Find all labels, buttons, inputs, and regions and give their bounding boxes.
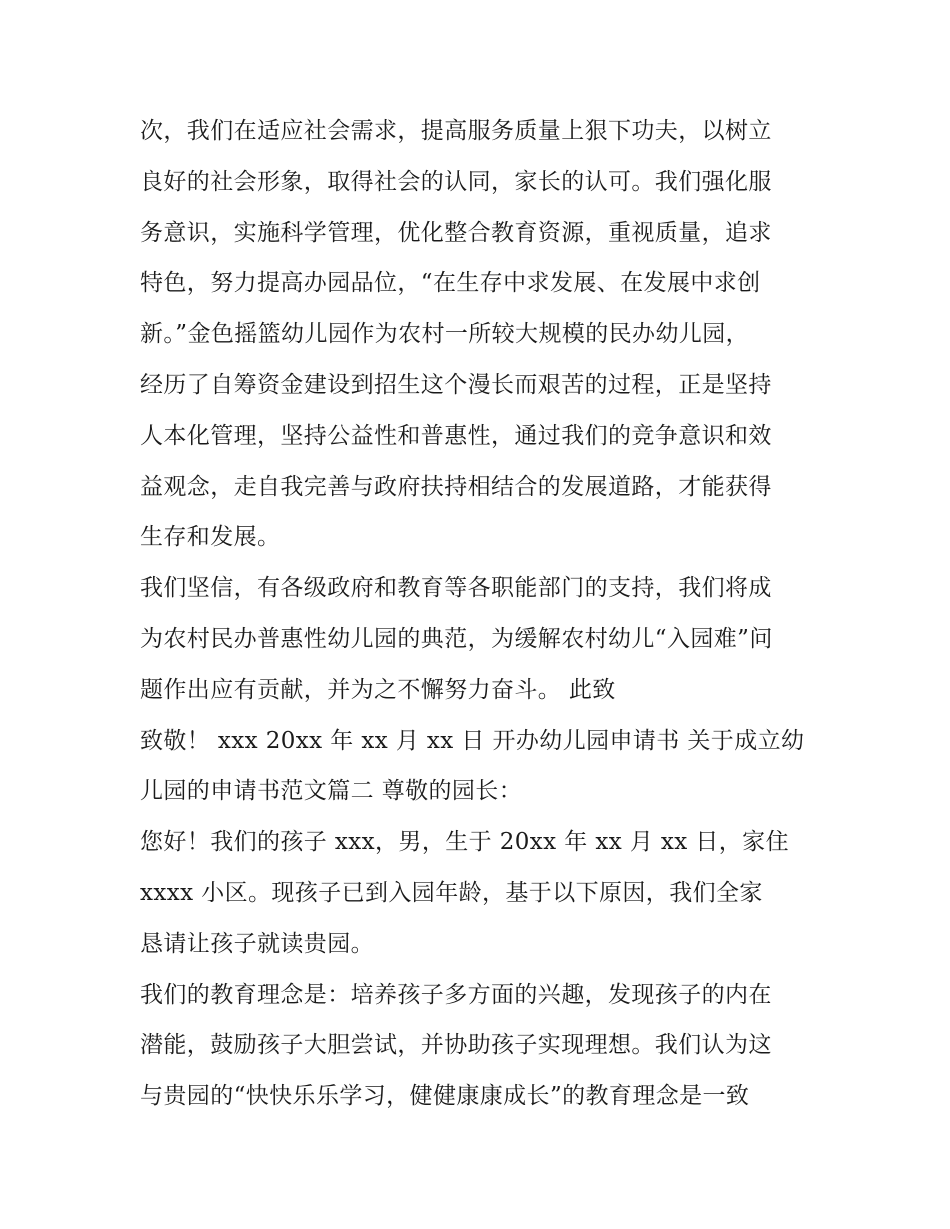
text-line: 题作出应有贡献，并为之不懈努力奋斗。 此致 (140, 676, 616, 703)
text-line: 恳请让孩子就读贵园。 (140, 930, 374, 957)
text-line: 致敬！ xxx 20xx 年 xx 月 xx 日 开办幼儿园申请书 关于成立幼 (140, 727, 805, 754)
text-line: 我们坚信，有各级政府和教育等各职能部门的支持，我们将成 (140, 575, 772, 602)
text-line: 儿园的申请书范文篇二 尊敬的园长： (140, 778, 523, 805)
text-line: 与贵园的“快快乐乐学习，健健康康成长”的教育理念是一致 (140, 1083, 750, 1110)
text-line: 为农村民办普惠性幼儿园的典范，为缓解农村幼儿“入园难”问 (140, 625, 773, 652)
text-line: 务意识，实施科学管理，优化整合教育资源，重视质量，追求 (140, 219, 772, 246)
text-line: 次，我们在适应社会需求，提高服务质量上狠下功夫，以树立 (140, 118, 772, 144)
text-line: 我们的教育理念是：培养孩子多方面的兴趣，发现孩子的内在 (140, 981, 772, 1008)
text-line: 生存和发展。 (140, 524, 281, 551)
text-line: xxxx 小区。现孩子已到入园年龄，基于以下原因，我们全家 (140, 879, 763, 906)
text-line: 您好！我们的孩子 xxx，男，生于 20xx 年 xx 月 xx 日，家住 (140, 829, 789, 856)
text-line: 人本化管理，坚持公益性和普惠性，通过我们的竞争意识和效 (140, 422, 772, 449)
text-line: 良好的社会形象，取得社会的认同，家长的认可。我们强化服 (140, 168, 772, 195)
text-line: 益观念，走自我完善与政府扶持相结合的发展道路，才能获得 (140, 473, 772, 500)
text-line: 经历了自筹资金建设到招生这个漫长而艰苦的过程，正是坚持 (140, 371, 772, 398)
text-line: 潜能，鼓励孩子大胆尝试，并协助孩子实现理想。我们认为这 (140, 1032, 772, 1059)
text-line: 新。”金色摇篮幼儿园作为农村一所较大规模的民办幼儿园， (140, 321, 750, 348)
text-line: 特色，努力提高办园品位，“在生存中求发展、在发展中求创 (140, 270, 761, 297)
document-body (140, 106, 820, 1122)
